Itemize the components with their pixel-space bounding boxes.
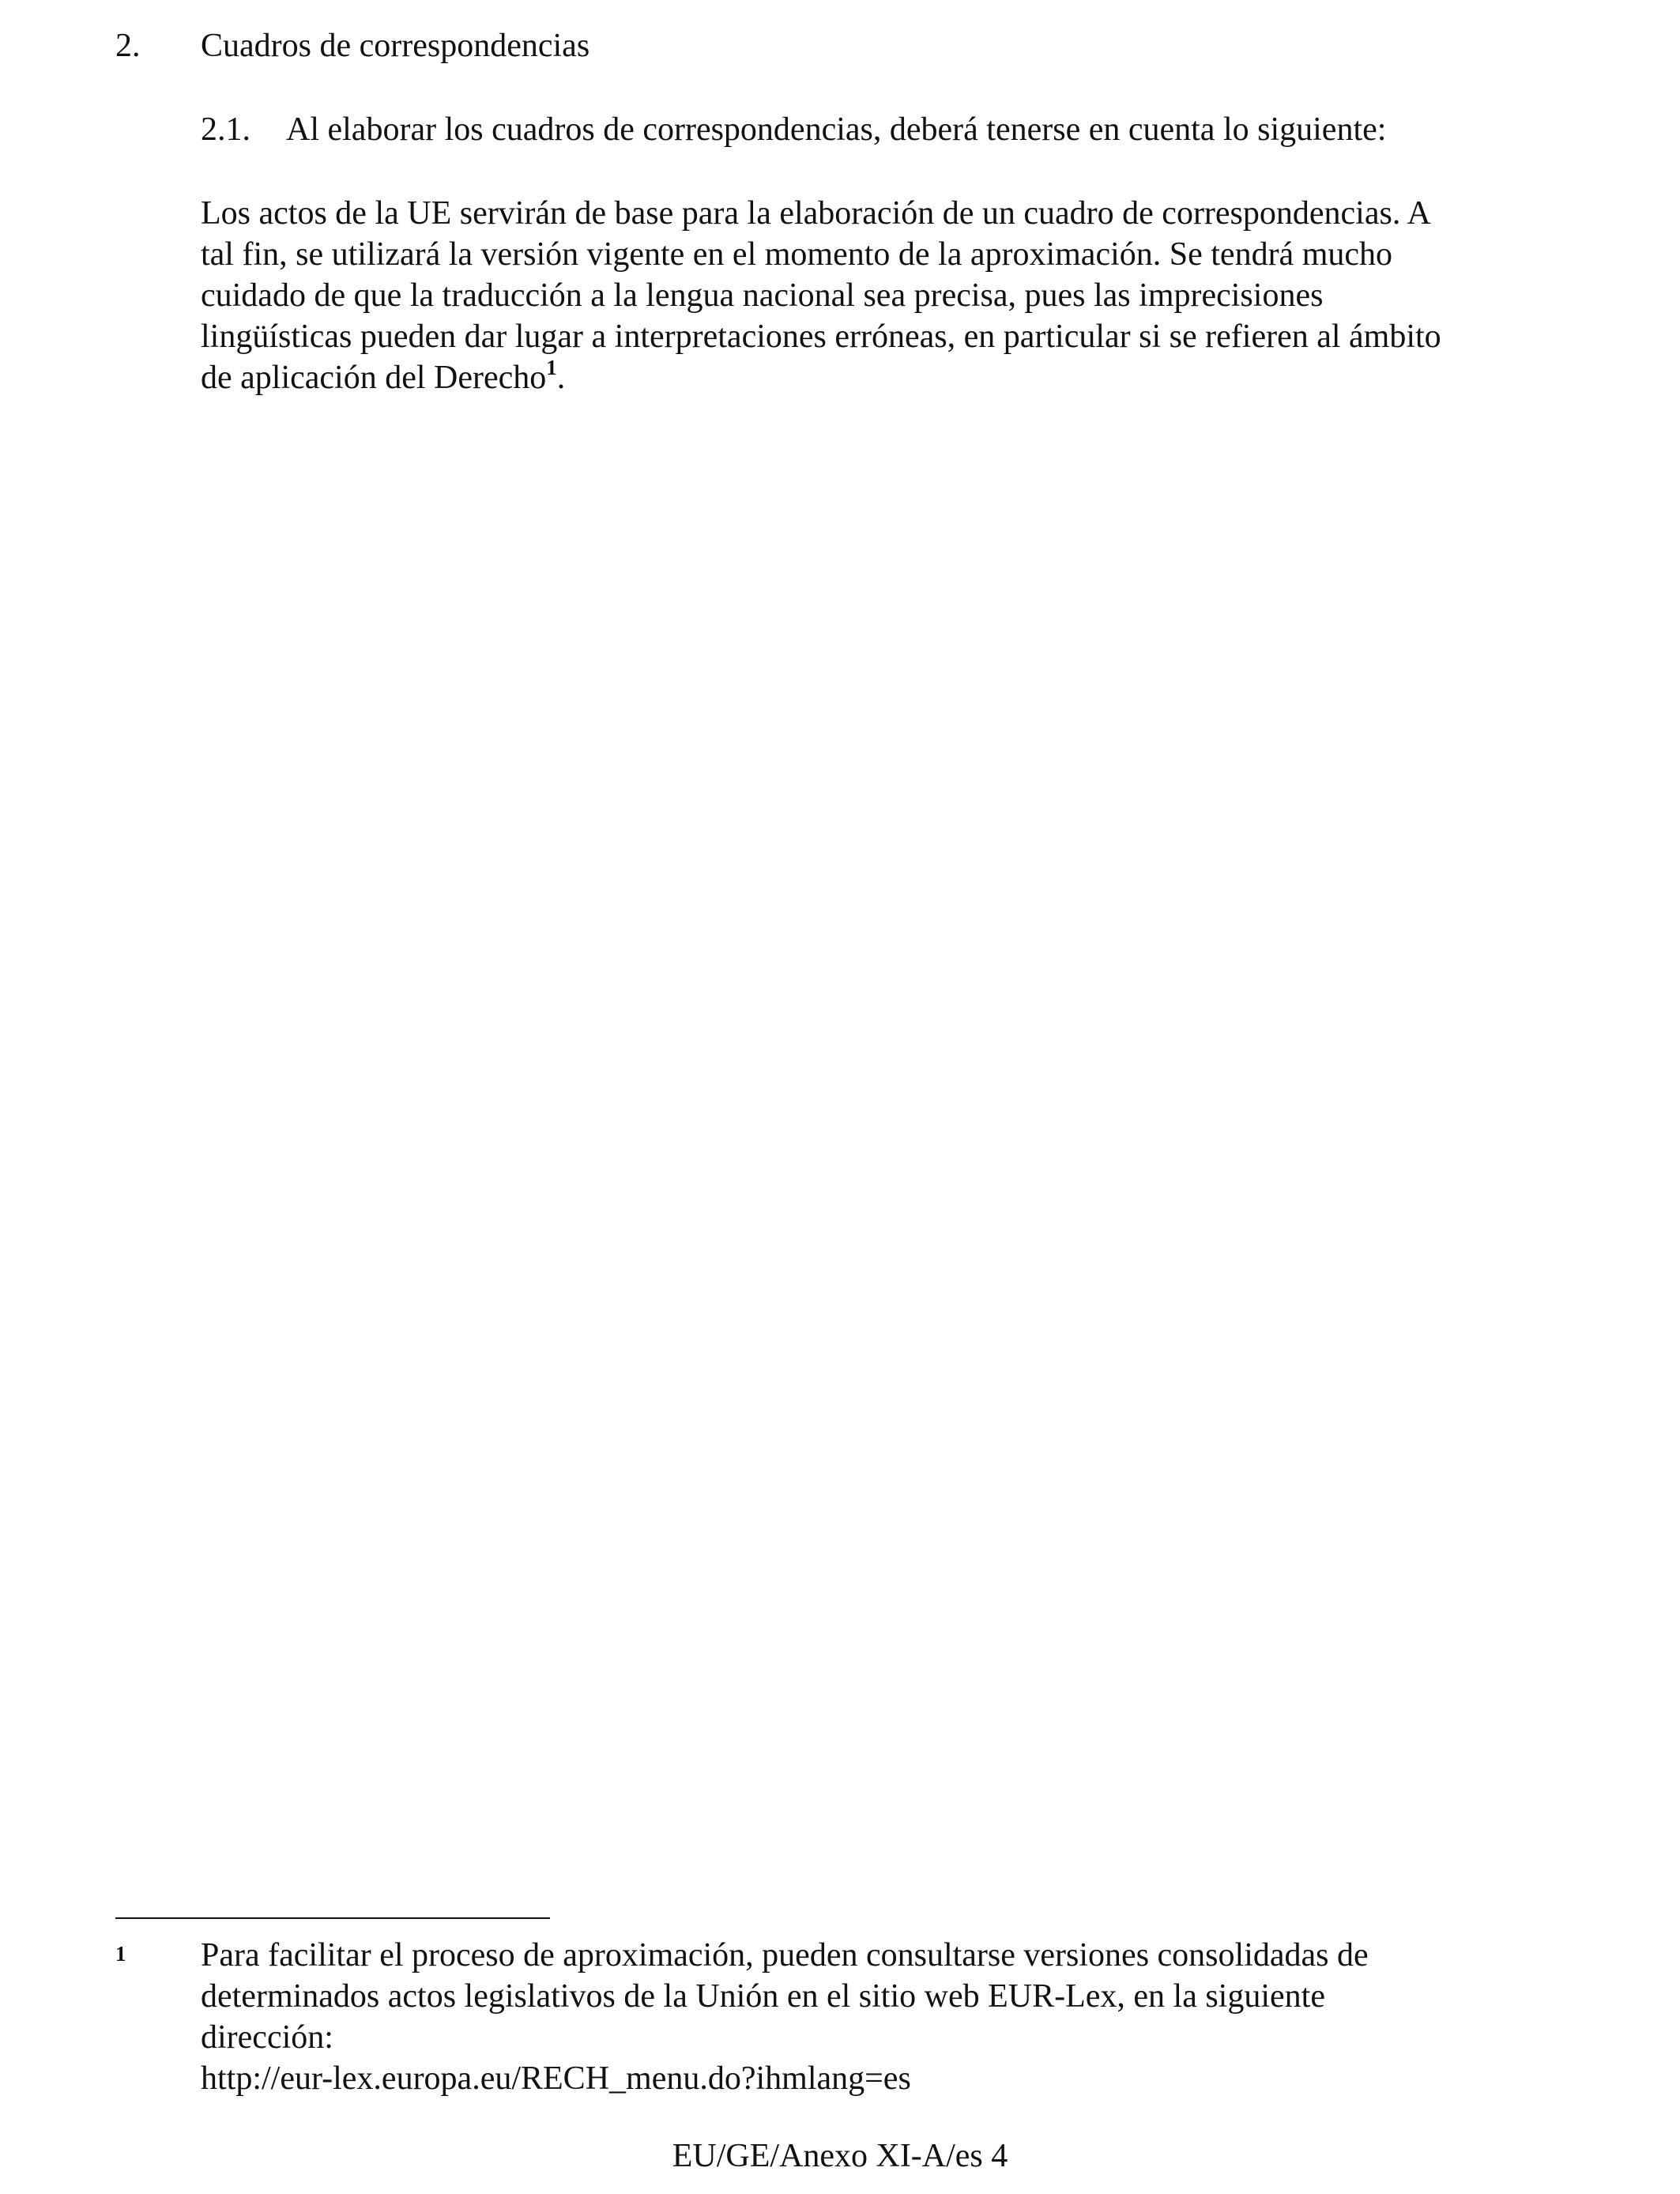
body-line-text: de aplicación del Derecho xyxy=(201,360,547,396)
body-paragraph xyxy=(201,193,1591,398)
subsection-number: 2.1. xyxy=(201,111,250,148)
footnote-url[interactable]: http://eur-lex.europa.eu/RECH_menu.do?ihmlang=es xyxy=(201,2060,911,2097)
section-title: Cuadros de correspondencias xyxy=(201,28,590,64)
subsection-title: Al elaborar los cuadros de correspondencias, deberá tenerse en cuenta lo siguiente: xyxy=(286,111,1387,148)
body-line-last xyxy=(201,357,1591,398)
body-end-punctuation: . xyxy=(556,360,566,396)
page-footer: EU/GE/Anexo XI-A/es 4 xyxy=(672,2138,1008,2174)
footnote-line: determinados actos legislativos de la Unión en el sitio web EUR-Lex, en la siguiente xyxy=(201,1978,1325,2015)
body-line: lingüísticas pueden dar lugar a interpretaciones erróneas, en particular si se refieren al ámbito xyxy=(201,319,1441,355)
body-line: tal fin, se utilizará la versión vigente en el momento de la aproximación. Se tendrá mucho xyxy=(201,236,1393,273)
footnote-text xyxy=(201,1935,1591,2099)
footnote-line: Para facilitar el proceso de aproximación, pueden consultarse versiones consolidadas de xyxy=(201,1937,1369,1973)
body-line: Los actos de la UE servirán de base para la elaboración de un cuadro de correspondencias. A xyxy=(201,195,1431,232)
footnote-marker: 1 xyxy=(115,1942,126,1966)
footnote-separator xyxy=(115,1917,550,1919)
body-line: cuidado de que la traducción a la lengua nacional sea precisa, pues las imprecisiones xyxy=(201,277,1324,314)
footnote-reference[interactable]: 1 xyxy=(546,356,557,379)
footnote-line: dirección: xyxy=(201,2019,333,2056)
section-number: 2. xyxy=(115,28,141,64)
